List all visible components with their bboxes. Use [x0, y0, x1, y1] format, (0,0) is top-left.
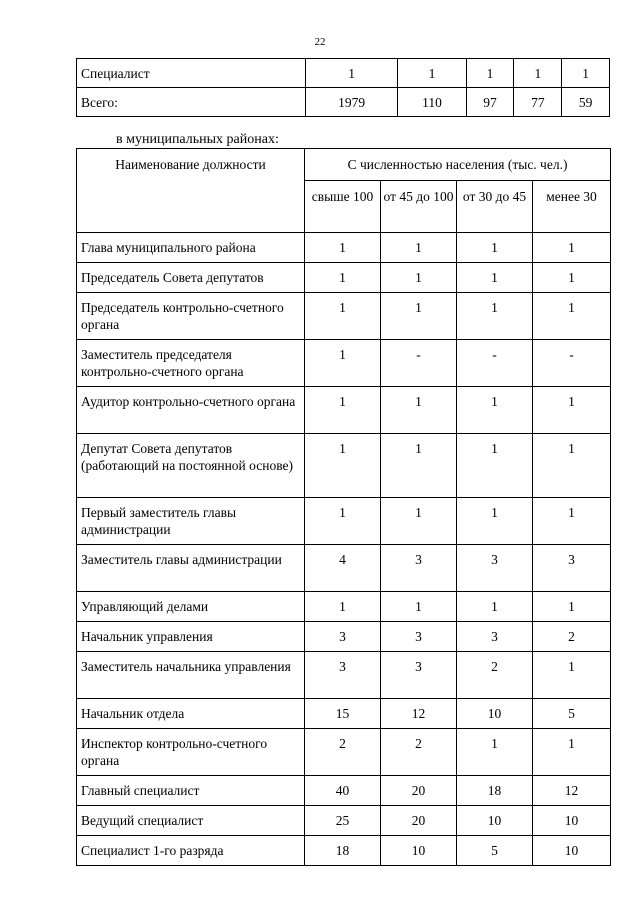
table-cell: 1	[533, 233, 611, 263]
table-cell: 10	[457, 806, 533, 836]
position-name: Заместитель начальника управления	[77, 652, 305, 699]
table-cell: 3	[457, 622, 533, 652]
table-cell: -	[457, 340, 533, 387]
table-cell: 12	[533, 776, 611, 806]
table-cell: 1	[533, 263, 611, 293]
table-cell: 2	[457, 652, 533, 699]
table-row	[77, 263, 611, 293]
table-row	[77, 434, 611, 498]
column-header: от 30 до 45	[457, 181, 533, 233]
table-cell: 1	[381, 233, 457, 263]
table-cell: 10	[457, 699, 533, 729]
table-cell: 1	[457, 434, 533, 498]
header-row	[77, 149, 611, 181]
table-cell: 40	[305, 776, 381, 806]
table-cell: 1	[533, 498, 611, 545]
table-cell: 1	[457, 233, 533, 263]
table-row	[77, 498, 611, 545]
table-row	[77, 592, 611, 622]
table-cell: 1979	[306, 88, 398, 117]
positions-table	[76, 148, 611, 866]
table-cell: 5	[533, 699, 611, 729]
position-name: Председатель Совета депутатов	[77, 263, 305, 293]
position-name: Первый заместитель главы администрации	[77, 498, 305, 545]
table-cell: 3	[381, 545, 457, 592]
table-cell: 1	[305, 387, 381, 434]
table-cell: 110	[398, 88, 466, 117]
table-cell: 4	[305, 545, 381, 592]
table-cell: 3	[305, 622, 381, 652]
position-name: Глава муниципального района	[77, 233, 305, 263]
table-cell: 2	[381, 729, 457, 776]
position-name: Председатель контрольно-счетного органа	[77, 293, 305, 340]
table-cell: 1	[533, 293, 611, 340]
table-cell: 1	[305, 434, 381, 498]
table-cell: 10	[533, 836, 611, 866]
table-row	[77, 776, 611, 806]
table-cell: 1	[381, 263, 457, 293]
table-cell: 15	[305, 699, 381, 729]
table-row	[77, 233, 611, 263]
table-cell: 1	[381, 498, 457, 545]
table-row	[77, 387, 611, 434]
table-cell: 1	[305, 263, 381, 293]
table-cell: 1	[533, 434, 611, 498]
table-cell: 18	[305, 836, 381, 866]
section-title: в муниципальных районах:	[116, 132, 279, 147]
table-cell: 10	[533, 806, 611, 836]
table-cell: 1	[533, 592, 611, 622]
column-header: от 45 до 100	[381, 181, 457, 233]
position-name: Управляющий делами	[77, 592, 305, 622]
table-cell: 1	[457, 498, 533, 545]
table-row	[77, 729, 611, 776]
position-name: Заместитель главы администрации	[77, 545, 305, 592]
table-row	[77, 622, 611, 652]
table-cell: 20	[381, 806, 457, 836]
table-cell: 20	[381, 776, 457, 806]
table-cell: 1	[305, 233, 381, 263]
position-name: Инспектор контрольно-счетного органа	[77, 729, 305, 776]
table-cell: 59	[562, 88, 610, 117]
table-cell: 1	[305, 592, 381, 622]
table-cell: 3	[457, 545, 533, 592]
table-cell: 1	[457, 729, 533, 776]
position-name: Депутат Совета депутатов (работающий на постоянной основе)	[77, 434, 305, 498]
position-name: Заместитель председателя контрольно-счетного органа	[77, 340, 305, 387]
table-row	[77, 652, 611, 699]
table-cell: -	[533, 340, 611, 387]
table-row	[77, 340, 611, 387]
table-row	[77, 836, 611, 866]
table-cell: 1	[398, 59, 466, 88]
top-summary-table	[76, 58, 610, 117]
row-label: Специалист	[77, 59, 306, 88]
table-cell: 1	[457, 293, 533, 340]
table-cell: 1	[457, 592, 533, 622]
position-column-header: Наименование должности	[77, 149, 305, 233]
table-cell: -	[381, 340, 457, 387]
table-cell: 12	[381, 699, 457, 729]
population-group-header: С численностью населения (тыс. чел.)	[305, 149, 611, 181]
table-cell: 3	[533, 545, 611, 592]
table-cell: 1	[457, 387, 533, 434]
table-cell: 5	[457, 836, 533, 866]
table-cell: 3	[381, 652, 457, 699]
table-row	[77, 545, 611, 592]
table-cell: 1	[381, 434, 457, 498]
table-cell: 2	[305, 729, 381, 776]
position-name: Специалист 1-го разряда	[77, 836, 305, 866]
table-cell: 1	[381, 592, 457, 622]
page-number: 22	[314, 36, 326, 48]
position-name: Начальник отдела	[77, 699, 305, 729]
table-cell: 25	[305, 806, 381, 836]
table-row	[77, 806, 611, 836]
table-cell: 1	[306, 59, 398, 88]
table-cell: 1	[381, 387, 457, 434]
table-cell: 1	[533, 652, 611, 699]
table-cell: 1	[305, 293, 381, 340]
table-cell: 1	[305, 498, 381, 545]
table-cell: 1	[562, 59, 610, 88]
position-name: Аудитор контрольно-счетного органа	[77, 387, 305, 434]
table-row	[77, 59, 610, 88]
position-name: Начальник управления	[77, 622, 305, 652]
table-cell: 1	[305, 340, 381, 387]
table-cell: 3	[305, 652, 381, 699]
table-cell: 1	[514, 59, 562, 88]
table-cell: 1	[381, 293, 457, 340]
table-row	[77, 699, 611, 729]
position-name: Главный специалист	[77, 776, 305, 806]
table-cell: 1	[533, 729, 611, 776]
table-cell: 97	[466, 88, 514, 117]
table-cell: 1	[533, 387, 611, 434]
table-cell: 1	[466, 59, 514, 88]
row-label: Всего:	[77, 88, 306, 117]
column-header: свыше 100	[305, 181, 381, 233]
table-row	[77, 293, 611, 340]
table-cell: 10	[381, 836, 457, 866]
table-cell: 1	[457, 263, 533, 293]
table-row	[77, 88, 610, 117]
column-header: менее 30	[533, 181, 611, 233]
table-cell: 77	[514, 88, 562, 117]
table-cell: 2	[533, 622, 611, 652]
table-cell: 18	[457, 776, 533, 806]
table-cell: 3	[381, 622, 457, 652]
position-name: Ведущий специалист	[77, 806, 305, 836]
